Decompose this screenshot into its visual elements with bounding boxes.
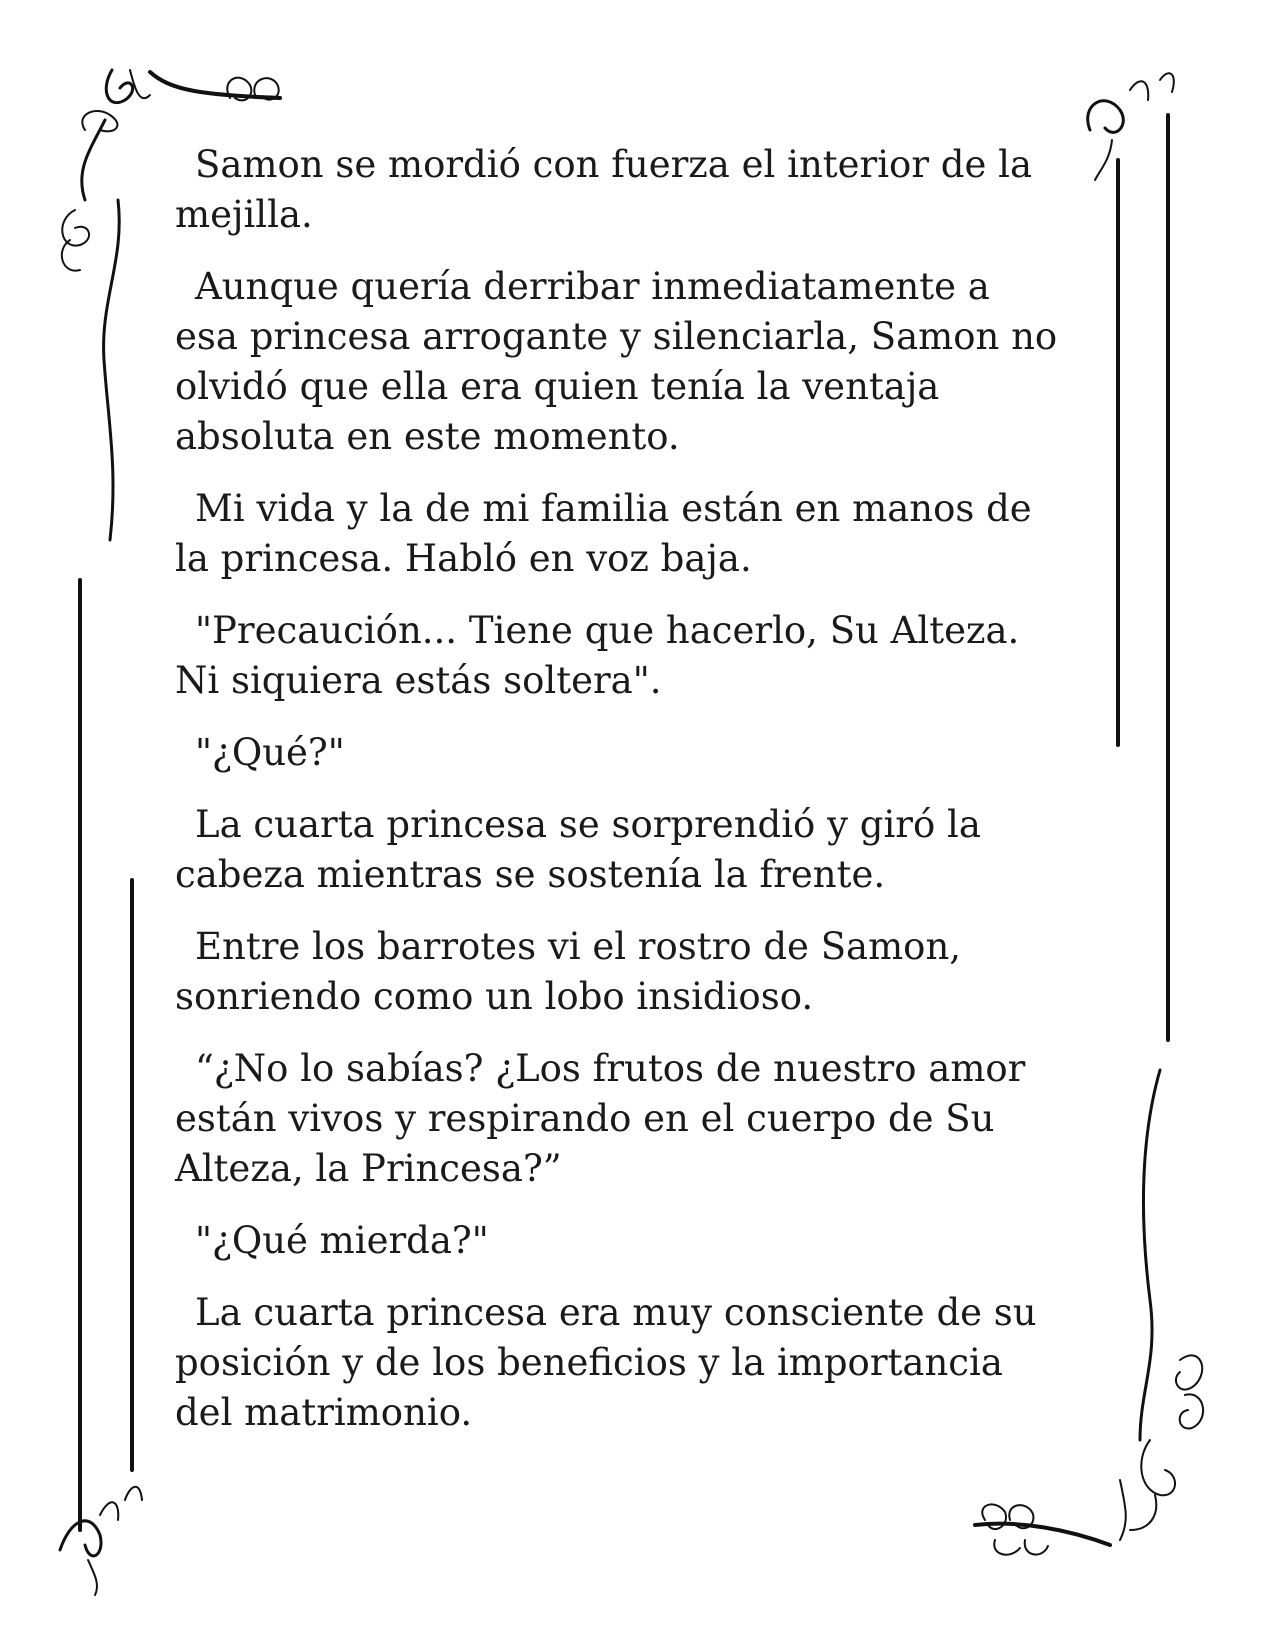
paragraph: “¿No lo sabías? ¿Los frutos de nuestro amor están vivos y respirando en el cuerpo de Su Alteza, la Princesa?” [175, 1047, 1026, 1190]
top-right-flourish [1088, 73, 1174, 180]
paragraph: "¿Qué mierda?" [195, 1219, 489, 1262]
paragraph: Aunque quería derribar inmediatamente a esa princesa arrogante y silenciarla, Samon no olvidó que ella era quien tenía la ventaja absoluta en este momento. [175, 265, 1058, 458]
paragraph: La cuarta princesa era muy consciente de su posición y de los beneficios y la importancia del matrimonio. [175, 1291, 1037, 1434]
paragraph: Samon se mordió con fuerza el interior de la mejilla. [175, 143, 1033, 236]
paragraph: Entre los barrotes vi el rostro de Samon, sonriendo como un lobo insidioso. [175, 925, 962, 1018]
paragraph: La cuarta princesa se sorprendió y giró la cabeza mientras se sostenía la frente. [175, 803, 981, 896]
paragraph: "Precaución... Tiene que hacerlo, Su Alteza. Ni siquiera estás soltera". [175, 609, 1020, 702]
paragraph: Mi vida y la de mi familia están en manos de la princesa. Habló en voz baja. [175, 487, 1032, 580]
story-text [175, 140, 1095, 1460]
bottom-left-flourish [60, 1487, 142, 1595]
paragraph: "¿Qué?" [195, 731, 345, 774]
